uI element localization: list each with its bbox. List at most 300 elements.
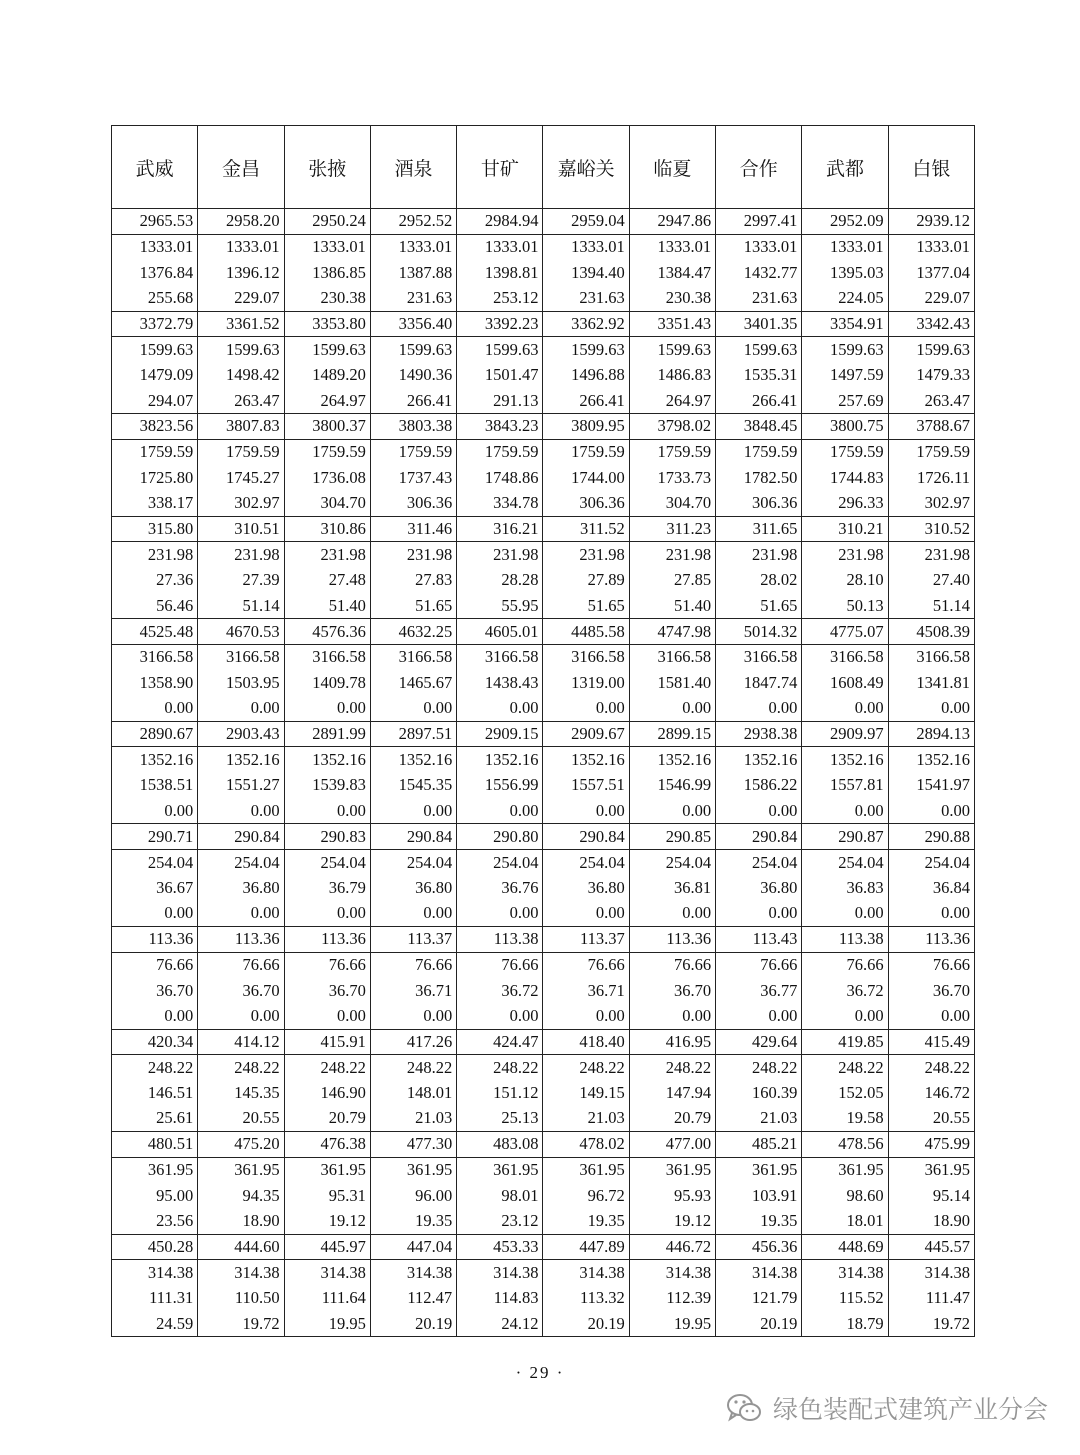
table-cell: 1503.95 xyxy=(198,670,284,696)
table-cell: 3166.58 xyxy=(370,644,456,670)
table-cell: 50.13 xyxy=(802,593,888,619)
table-cell: 310.51 xyxy=(198,516,284,542)
table-cell: 21.03 xyxy=(716,1106,802,1132)
table-cell: 361.95 xyxy=(888,1157,974,1183)
table-cell: 1333.01 xyxy=(370,234,456,260)
table-cell: 1333.01 xyxy=(112,234,198,260)
table-cell: 113.36 xyxy=(198,926,284,952)
table-cell: 3166.58 xyxy=(543,644,629,670)
table-row xyxy=(112,1260,975,1286)
table-cell: 1736.08 xyxy=(284,465,370,491)
table-cell: 36.81 xyxy=(629,875,715,901)
table-cell: 253.12 xyxy=(457,285,543,311)
table-cell: 1759.59 xyxy=(198,439,284,465)
table-cell: 19.35 xyxy=(716,1208,802,1234)
table-cell: 96.00 xyxy=(370,1183,456,1209)
table-cell: 28.02 xyxy=(716,567,802,593)
table-cell: 113.36 xyxy=(629,926,715,952)
table-cell: 20.55 xyxy=(888,1106,974,1132)
table-cell: 20.79 xyxy=(284,1106,370,1132)
table-row xyxy=(112,901,975,927)
table-cell: 1352.16 xyxy=(716,747,802,773)
table-cell: 0.00 xyxy=(457,1003,543,1029)
table-cell: 145.35 xyxy=(198,1080,284,1106)
table-cell: 266.41 xyxy=(370,388,456,414)
table-cell: 1490.36 xyxy=(370,362,456,388)
table-cell: 1599.63 xyxy=(543,337,629,363)
table-cell: 1541.97 xyxy=(888,773,974,799)
table-cell: 1546.99 xyxy=(629,773,715,799)
table-cell: 36.70 xyxy=(112,978,198,1004)
table-row xyxy=(112,567,975,593)
table-cell: 1759.59 xyxy=(370,439,456,465)
table-cell: 2899.15 xyxy=(629,721,715,747)
table-cell: 27.39 xyxy=(198,567,284,593)
table-cell: 0.00 xyxy=(370,696,456,722)
table-cell: 304.70 xyxy=(284,491,370,517)
table-cell: 113.38 xyxy=(457,926,543,952)
table-cell: 1608.49 xyxy=(802,670,888,696)
table-cell: 314.38 xyxy=(370,1260,456,1286)
table-cell: 1395.03 xyxy=(802,260,888,286)
table-cell: 27.83 xyxy=(370,567,456,593)
table-cell: 231.98 xyxy=(112,542,198,568)
table-cell: 1486.83 xyxy=(629,362,715,388)
table-cell: 4775.07 xyxy=(802,619,888,645)
header-cell: 武都 xyxy=(802,126,888,209)
table-cell: 152.05 xyxy=(802,1080,888,1106)
table-cell: 51.14 xyxy=(888,593,974,619)
table-cell: 361.95 xyxy=(370,1157,456,1183)
table-cell: 3166.58 xyxy=(457,644,543,670)
table-cell: 314.38 xyxy=(629,1260,715,1286)
header-cell: 白银 xyxy=(888,126,974,209)
table-cell: 476.38 xyxy=(284,1132,370,1158)
table-cell: 263.47 xyxy=(888,388,974,414)
table-cell: 0.00 xyxy=(802,901,888,927)
table-row xyxy=(112,1183,975,1209)
table-cell: 1341.81 xyxy=(888,670,974,696)
table-cell: 21.03 xyxy=(370,1106,456,1132)
price-table xyxy=(111,125,975,1337)
table-cell: 1497.59 xyxy=(802,362,888,388)
table-row xyxy=(112,875,975,901)
table-cell: 1599.63 xyxy=(284,337,370,363)
table-cell: 480.51 xyxy=(112,1132,198,1158)
table-cell: 248.22 xyxy=(198,1055,284,1081)
table-cell: 3166.58 xyxy=(629,644,715,670)
table-cell: 36.67 xyxy=(112,875,198,901)
table-cell: 231.98 xyxy=(543,542,629,568)
table-cell: 0.00 xyxy=(888,1003,974,1029)
table-cell: 3342.43 xyxy=(888,311,974,337)
table-cell: 20.79 xyxy=(629,1106,715,1132)
table-cell: 0.00 xyxy=(370,901,456,927)
table-cell: 4605.01 xyxy=(457,619,543,645)
table-cell: 310.21 xyxy=(802,516,888,542)
table-cell: 418.40 xyxy=(543,1029,629,1055)
table-cell: 231.63 xyxy=(716,285,802,311)
table-cell: 224.05 xyxy=(802,285,888,311)
table-header-row xyxy=(112,126,975,209)
table-cell: 19.58 xyxy=(802,1106,888,1132)
table-cell: 0.00 xyxy=(629,798,715,824)
table-cell: 1319.00 xyxy=(543,670,629,696)
table-cell: 2938.38 xyxy=(716,721,802,747)
table-row xyxy=(112,1311,975,1337)
table-cell: 231.98 xyxy=(888,542,974,568)
table-cell: 291.13 xyxy=(457,388,543,414)
table-cell: 55.95 xyxy=(457,593,543,619)
table-cell: 0.00 xyxy=(716,696,802,722)
table-cell: 483.08 xyxy=(457,1132,543,1158)
table-cell: 266.41 xyxy=(716,388,802,414)
table-cell: 0.00 xyxy=(888,696,974,722)
table-cell: 314.38 xyxy=(543,1260,629,1286)
table-cell: 3362.92 xyxy=(543,311,629,337)
table-cell: 3392.23 xyxy=(457,311,543,337)
table-cell: 447.89 xyxy=(543,1234,629,1260)
table-cell: 448.69 xyxy=(802,1234,888,1260)
table-cell: 1352.16 xyxy=(112,747,198,773)
table-cell: 306.36 xyxy=(370,491,456,517)
table-cell: 1599.63 xyxy=(457,337,543,363)
table-cell: 2984.94 xyxy=(457,209,543,235)
table-cell: 113.38 xyxy=(802,926,888,952)
header-cell: 酒泉 xyxy=(370,126,456,209)
table-row xyxy=(112,670,975,696)
table-row xyxy=(112,952,975,978)
table-cell: 98.60 xyxy=(802,1183,888,1209)
table-cell: 19.72 xyxy=(198,1311,284,1337)
table-cell: 113.32 xyxy=(543,1285,629,1311)
table-cell: 311.46 xyxy=(370,516,456,542)
table-cell: 0.00 xyxy=(198,696,284,722)
table-cell: 1398.81 xyxy=(457,260,543,286)
table-cell: 1352.16 xyxy=(888,747,974,773)
table-cell: 264.97 xyxy=(284,388,370,414)
table-cell: 290.84 xyxy=(716,824,802,850)
table-cell: 254.04 xyxy=(198,850,284,876)
table-cell: 1352.16 xyxy=(457,747,543,773)
table-cell: 3800.75 xyxy=(802,414,888,440)
table-row xyxy=(112,978,975,1004)
table-cell: 51.65 xyxy=(543,593,629,619)
table-row xyxy=(112,721,975,747)
table-row xyxy=(112,337,975,363)
table-cell: 51.40 xyxy=(284,593,370,619)
table-cell: 2997.41 xyxy=(716,209,802,235)
table-cell: 290.83 xyxy=(284,824,370,850)
table-cell: 334.78 xyxy=(457,491,543,517)
table-cell: 146.72 xyxy=(888,1080,974,1106)
table-cell: 115.52 xyxy=(802,1285,888,1311)
table-cell: 290.87 xyxy=(802,824,888,850)
table-cell: 0.00 xyxy=(629,696,715,722)
table-cell: 361.95 xyxy=(112,1157,198,1183)
table-cell: 424.47 xyxy=(457,1029,543,1055)
table-cell: 3166.58 xyxy=(284,644,370,670)
table-cell: 1726.11 xyxy=(888,465,974,491)
table-cell: 113.37 xyxy=(543,926,629,952)
table-cell: 0.00 xyxy=(198,1003,284,1029)
table-cell: 254.04 xyxy=(888,850,974,876)
table-cell: 4508.39 xyxy=(888,619,974,645)
table-cell: 231.63 xyxy=(543,285,629,311)
table-cell: 231.98 xyxy=(629,542,715,568)
table-cell: 4485.58 xyxy=(543,619,629,645)
table-cell: 113.37 xyxy=(370,926,456,952)
table-cell: 151.12 xyxy=(457,1080,543,1106)
table-cell: 456.36 xyxy=(716,1234,802,1260)
table-cell: 4576.36 xyxy=(284,619,370,645)
table-cell: 23.12 xyxy=(457,1208,543,1234)
table-cell: 290.84 xyxy=(198,824,284,850)
table-cell: 1599.63 xyxy=(629,337,715,363)
table-cell: 76.66 xyxy=(629,952,715,978)
table-cell: 76.66 xyxy=(543,952,629,978)
table-cell: 0.00 xyxy=(629,901,715,927)
table-cell: 95.93 xyxy=(629,1183,715,1209)
table-cell: 18.79 xyxy=(802,1311,888,1337)
table-cell: 257.69 xyxy=(802,388,888,414)
table-cell: 19.12 xyxy=(629,1208,715,1234)
table-cell: 310.52 xyxy=(888,516,974,542)
table-cell: 254.04 xyxy=(457,850,543,876)
table-cell: 76.66 xyxy=(457,952,543,978)
table-row xyxy=(112,1234,975,1260)
table-row xyxy=(112,209,975,235)
table-cell: 0.00 xyxy=(112,798,198,824)
table-cell: 36.77 xyxy=(716,978,802,1004)
table-cell: 290.71 xyxy=(112,824,198,850)
table-row xyxy=(112,465,975,491)
table-cell: 36.80 xyxy=(198,875,284,901)
table-row xyxy=(112,1029,975,1055)
table-cell: 248.22 xyxy=(888,1055,974,1081)
table-cell: 314.38 xyxy=(888,1260,974,1286)
table-cell: 112.39 xyxy=(629,1285,715,1311)
table-row xyxy=(112,388,975,414)
table-cell: 1733.73 xyxy=(629,465,715,491)
table-cell: 429.64 xyxy=(716,1029,802,1055)
table-cell: 3166.58 xyxy=(888,644,974,670)
table-cell: 113.36 xyxy=(112,926,198,952)
table-cell: 419.85 xyxy=(802,1029,888,1055)
table-cell: 36.80 xyxy=(370,875,456,901)
table-cell: 475.99 xyxy=(888,1132,974,1158)
table-cell: 314.38 xyxy=(284,1260,370,1286)
table-body xyxy=(112,209,975,1337)
table-cell: 36.80 xyxy=(716,875,802,901)
table-cell: 95.31 xyxy=(284,1183,370,1209)
table-cell: 1759.59 xyxy=(888,439,974,465)
table-cell: 1556.99 xyxy=(457,773,543,799)
table-cell: 361.95 xyxy=(802,1157,888,1183)
table-cell: 1759.59 xyxy=(112,439,198,465)
table-cell: 76.66 xyxy=(370,952,456,978)
table-cell: 248.22 xyxy=(543,1055,629,1081)
table-cell: 1759.59 xyxy=(543,439,629,465)
table-cell: 1352.16 xyxy=(198,747,284,773)
table-cell: 36.84 xyxy=(888,875,974,901)
table-cell: 3166.58 xyxy=(198,644,284,670)
table-cell: 113.43 xyxy=(716,926,802,952)
table-cell: 485.21 xyxy=(716,1132,802,1158)
table-cell: 1409.78 xyxy=(284,670,370,696)
table-cell: 147.94 xyxy=(629,1080,715,1106)
table-row xyxy=(112,1003,975,1029)
table-cell: 314.38 xyxy=(198,1260,284,1286)
table-row xyxy=(112,696,975,722)
table-cell: 311.52 xyxy=(543,516,629,542)
table-cell: 27.85 xyxy=(629,567,715,593)
table-cell: 0.00 xyxy=(112,1003,198,1029)
table-cell: 20.19 xyxy=(716,1311,802,1337)
table-cell: 1725.80 xyxy=(112,465,198,491)
table-cell: 0.00 xyxy=(543,1003,629,1029)
table-row xyxy=(112,516,975,542)
table-cell: 36.76 xyxy=(457,875,543,901)
table-row xyxy=(112,362,975,388)
table-cell: 254.04 xyxy=(802,850,888,876)
table-cell: 27.40 xyxy=(888,567,974,593)
table-row xyxy=(112,747,975,773)
table-cell: 1599.63 xyxy=(112,337,198,363)
table-cell: 314.38 xyxy=(112,1260,198,1286)
table-cell: 114.83 xyxy=(457,1285,543,1311)
table-cell: 290.80 xyxy=(457,824,543,850)
table-cell: 0.00 xyxy=(888,901,974,927)
table-row xyxy=(112,1285,975,1311)
table-row xyxy=(112,234,975,260)
table-cell: 231.98 xyxy=(802,542,888,568)
header-cell: 武威 xyxy=(112,126,198,209)
table-cell: 0.00 xyxy=(802,1003,888,1029)
header-cell: 金昌 xyxy=(198,126,284,209)
table-cell: 290.88 xyxy=(888,824,974,850)
table-cell: 76.66 xyxy=(716,952,802,978)
table-row xyxy=(112,824,975,850)
table-cell: 1496.88 xyxy=(543,362,629,388)
table-row xyxy=(112,1132,975,1158)
table-row xyxy=(112,260,975,286)
table-cell: 76.66 xyxy=(802,952,888,978)
header-cell: 张掖 xyxy=(284,126,370,209)
table-cell: 478.56 xyxy=(802,1132,888,1158)
table-cell: 36.70 xyxy=(888,978,974,1004)
table-cell: 444.60 xyxy=(198,1234,284,1260)
table-cell: 361.95 xyxy=(629,1157,715,1183)
table-cell: 230.38 xyxy=(284,285,370,311)
table-cell: 304.70 xyxy=(629,491,715,517)
table-cell: 231.98 xyxy=(457,542,543,568)
table-cell: 0.00 xyxy=(198,798,284,824)
table-cell: 0.00 xyxy=(198,901,284,927)
table-cell: 450.28 xyxy=(112,1234,198,1260)
table-cell: 1599.63 xyxy=(888,337,974,363)
table-cell: 231.98 xyxy=(284,542,370,568)
table-cell: 111.31 xyxy=(112,1285,198,1311)
table-cell: 1599.63 xyxy=(198,337,284,363)
table-cell: 1759.59 xyxy=(802,439,888,465)
table-cell: 290.84 xyxy=(543,824,629,850)
wechat-icon xyxy=(725,1391,765,1425)
table-cell: 290.85 xyxy=(629,824,715,850)
table-cell: 254.04 xyxy=(370,850,456,876)
table-cell: 4670.53 xyxy=(198,619,284,645)
table-row xyxy=(112,542,975,568)
table-cell: 1396.12 xyxy=(198,260,284,286)
table-cell: 361.95 xyxy=(284,1157,370,1183)
table-cell: 1394.40 xyxy=(543,260,629,286)
table-cell: 0.00 xyxy=(716,901,802,927)
table-cell: 19.72 xyxy=(888,1311,974,1337)
table-cell: 445.57 xyxy=(888,1234,974,1260)
table-cell: 19.95 xyxy=(284,1311,370,1337)
table-cell: 19.95 xyxy=(629,1311,715,1337)
table-cell: 248.22 xyxy=(284,1055,370,1081)
table-cell: 1333.01 xyxy=(543,234,629,260)
table-cell: 0.00 xyxy=(543,901,629,927)
table-cell: 477.00 xyxy=(629,1132,715,1158)
table-row xyxy=(112,593,975,619)
table-row xyxy=(112,491,975,517)
table-cell: 361.95 xyxy=(457,1157,543,1183)
table-cell: 1377.04 xyxy=(888,260,974,286)
table-cell: 25.61 xyxy=(112,1106,198,1132)
table-cell: 3809.95 xyxy=(543,414,629,440)
table-cell: 0.00 xyxy=(543,696,629,722)
table-cell: 3351.43 xyxy=(629,311,715,337)
table-cell: 111.64 xyxy=(284,1285,370,1311)
table-cell: 311.65 xyxy=(716,516,802,542)
table-cell: 1432.77 xyxy=(716,260,802,286)
table-cell: 0.00 xyxy=(370,798,456,824)
table-cell: 231.63 xyxy=(370,285,456,311)
table-cell: 19.35 xyxy=(543,1208,629,1234)
table-cell: 21.03 xyxy=(543,1106,629,1132)
table-cell: 113.36 xyxy=(284,926,370,952)
table-cell: 36.71 xyxy=(543,978,629,1004)
table-cell: 110.50 xyxy=(198,1285,284,1311)
table-cell: 314.38 xyxy=(802,1260,888,1286)
table-cell: 248.22 xyxy=(716,1055,802,1081)
table-cell: 1333.01 xyxy=(457,234,543,260)
table-cell: 248.22 xyxy=(629,1055,715,1081)
table-cell: 4747.98 xyxy=(629,619,715,645)
table-cell: 306.36 xyxy=(543,491,629,517)
table-cell: 1748.86 xyxy=(457,465,543,491)
table-row xyxy=(112,1055,975,1081)
table-cell: 3372.79 xyxy=(112,311,198,337)
table-cell: 2903.43 xyxy=(198,721,284,747)
table-cell: 28.28 xyxy=(457,567,543,593)
table-cell: 2952.09 xyxy=(802,209,888,235)
table-cell: 56.46 xyxy=(112,593,198,619)
table-cell: 311.23 xyxy=(629,516,715,542)
table-cell: 2897.51 xyxy=(370,721,456,747)
table-cell: 36.70 xyxy=(629,978,715,1004)
table-cell: 2909.67 xyxy=(543,721,629,747)
table-cell: 1782.50 xyxy=(716,465,802,491)
table-cell: 3401.35 xyxy=(716,311,802,337)
table-cell: 229.07 xyxy=(198,285,284,311)
header-cell: 甘矿 xyxy=(457,126,543,209)
table-cell: 113.36 xyxy=(888,926,974,952)
table-cell: 1386.85 xyxy=(284,260,370,286)
table-cell: 1479.09 xyxy=(112,362,198,388)
